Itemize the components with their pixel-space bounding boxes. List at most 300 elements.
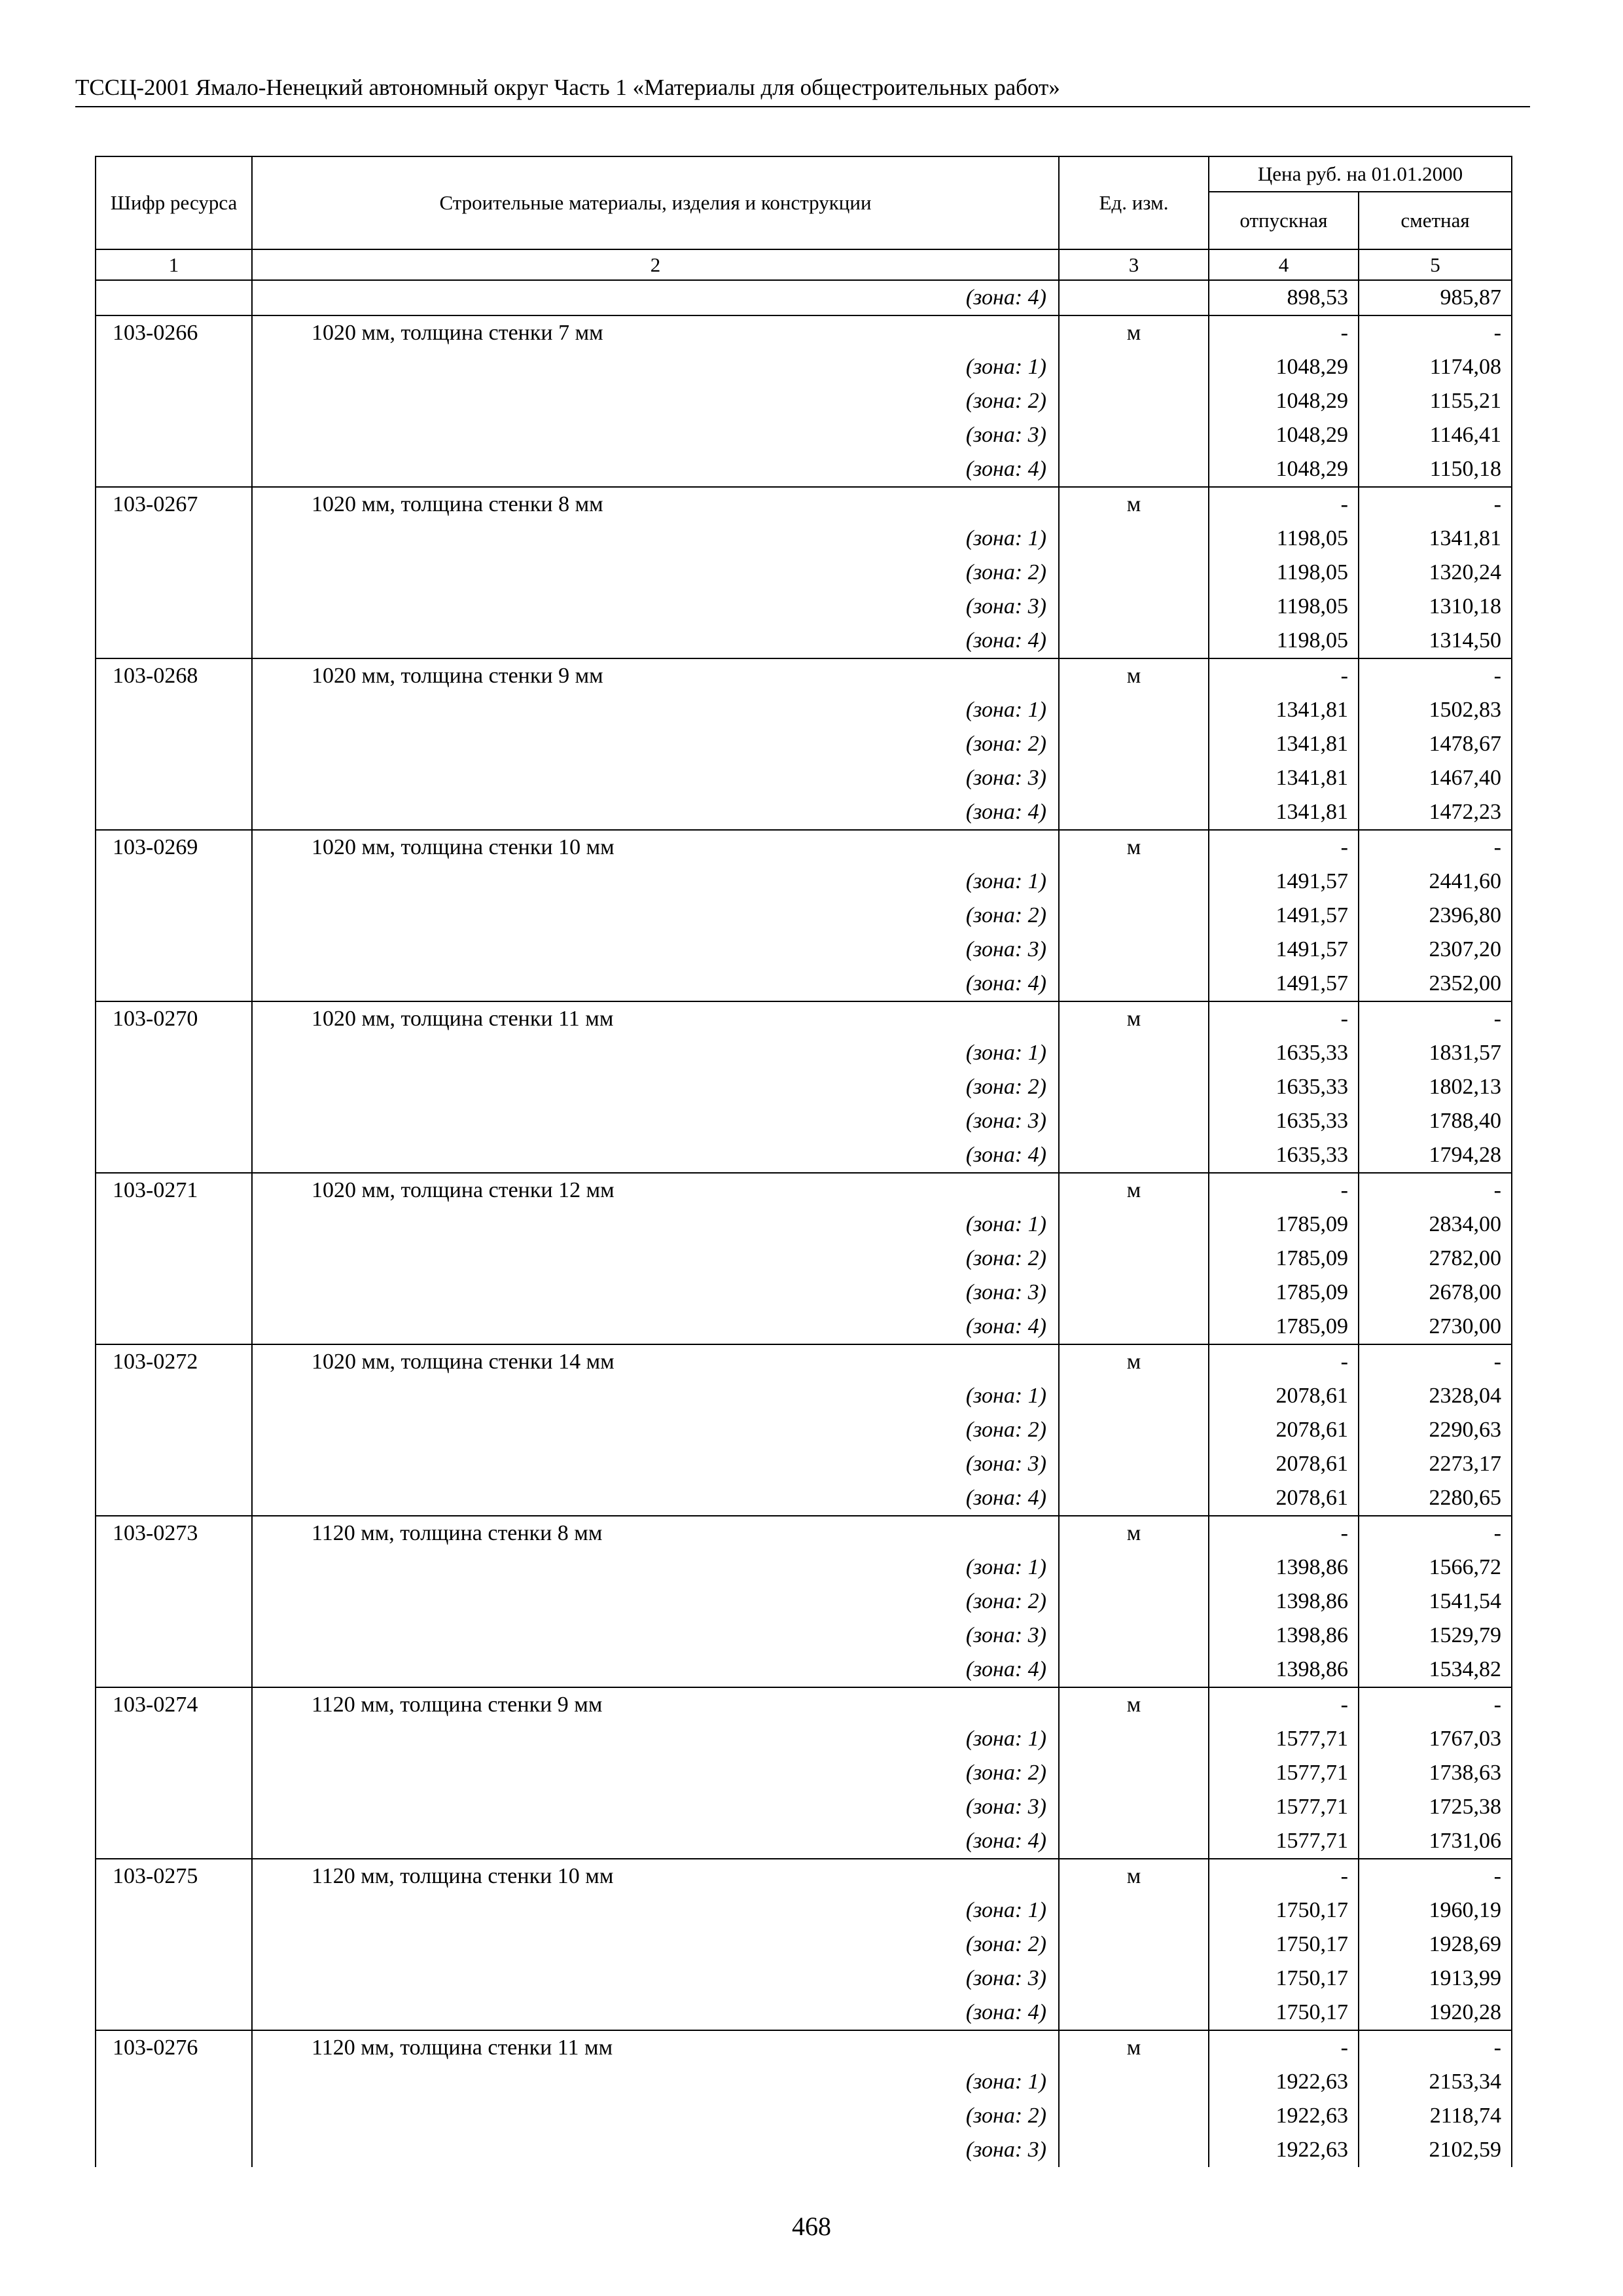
estimate-price-cell: 1566,72 (1359, 1551, 1512, 1585)
release-price-cell: - (1209, 1344, 1359, 1379)
release-price-cell: 1398,86 (1209, 1585, 1359, 1619)
zone-row (96, 1447, 1512, 1481)
release-price-cell: 1341,81 (1209, 727, 1359, 761)
column-header-estimate: сметная (1359, 192, 1512, 249)
zone-row (96, 2133, 1512, 2167)
estimate-price-cell: 1478,67 (1359, 727, 1512, 761)
code-cell (96, 1790, 252, 1824)
release-price-cell: 1922,63 (1209, 2065, 1359, 2099)
zone-row (96, 384, 1512, 418)
release-price-cell: 1048,29 (1209, 452, 1359, 487)
zone-row (96, 1379, 1512, 1413)
estimate-price-cell: 1310,18 (1359, 590, 1512, 624)
code-cell (96, 1276, 252, 1310)
zone-cell: (зона: 2) (252, 1413, 1059, 1447)
release-price-cell: 1577,71 (1209, 1824, 1359, 1859)
zone-cell: (зона: 4) (252, 1481, 1059, 1516)
estimate-price-cell: 1960,19 (1359, 1893, 1512, 1928)
column-number: 5 (1359, 249, 1512, 280)
release-price-cell: - (1209, 315, 1359, 350)
estimate-price-cell: 2678,00 (1359, 1276, 1512, 1310)
estimate-price-cell: 1831,57 (1359, 1036, 1512, 1070)
code-cell (96, 1104, 252, 1138)
release-price-cell: 2078,61 (1209, 1379, 1359, 1413)
zone-cell: (зона: 1) (252, 1722, 1059, 1756)
zone-cell: (зона: 2) (252, 556, 1059, 590)
zone-cell: (зона: 3) (252, 761, 1059, 795)
zone-row (96, 1413, 1512, 1447)
zone-row (96, 624, 1512, 658)
estimate-price-cell: 1467,40 (1359, 761, 1512, 795)
unit-cell (1059, 1893, 1209, 1928)
zone-cell: (зона: 2) (252, 2099, 1059, 2133)
unit-cell (1059, 1619, 1209, 1653)
release-price-cell: 1491,57 (1209, 967, 1359, 1001)
estimate-price-cell: 1529,79 (1359, 1619, 1512, 1653)
zone-cell: (зона: 4) (252, 1824, 1059, 1859)
table-row (96, 1001, 1512, 1036)
unit-cell (1059, 384, 1209, 418)
material-name-cell: 1020 мм, толщина стенки 10 мм (252, 830, 1059, 865)
release-price-cell: 1577,71 (1209, 1790, 1359, 1824)
column-number: 2 (252, 249, 1059, 280)
unit-cell (1059, 1208, 1209, 1242)
unit-cell (1059, 280, 1209, 315)
zone-cell: (зона: 3) (252, 2133, 1059, 2167)
zone-row (96, 1962, 1512, 1996)
zone-cell: (зона: 1) (252, 1893, 1059, 1928)
estimate-price-cell: - (1359, 2030, 1512, 2065)
release-price-cell: 1785,09 (1209, 1276, 1359, 1310)
release-price-cell: 2078,61 (1209, 1413, 1359, 1447)
estimate-price-cell: - (1359, 1173, 1512, 1208)
code-cell (96, 1928, 252, 1962)
release-price-cell: 1635,33 (1209, 1070, 1359, 1104)
release-price-cell: - (1209, 1001, 1359, 1036)
material-name-cell: 1020 мм, толщина стенки 12 мм (252, 1173, 1059, 1208)
zone-row (96, 1928, 1512, 1962)
unit-cell: м (1059, 1344, 1209, 1379)
zone-cell: (зона: 1) (252, 1379, 1059, 1413)
estimate-price-cell: 2118,74 (1359, 2099, 1512, 2133)
estimate-price-cell: 1541,54 (1359, 1585, 1512, 1619)
release-price-cell: 898,53 (1209, 280, 1359, 315)
zone-row (96, 522, 1512, 556)
code-cell (96, 2133, 252, 2167)
release-price-cell: 1922,63 (1209, 2099, 1359, 2133)
estimate-price-cell: 1802,13 (1359, 1070, 1512, 1104)
estimate-price-cell: 2280,65 (1359, 1481, 1512, 1516)
release-price-cell: 1577,71 (1209, 1722, 1359, 1756)
zone-row (96, 899, 1512, 933)
code-cell (96, 795, 252, 830)
zone-row (96, 1310, 1512, 1344)
resource-code-cell: 103-0272 (96, 1344, 252, 1379)
zone-row (96, 865, 1512, 899)
estimate-price-cell: 2273,17 (1359, 1447, 1512, 1481)
resource-code-cell: 103-0276 (96, 2030, 252, 2065)
zone-cell: (зона: 3) (252, 1962, 1059, 1996)
estimate-price-cell: 2352,00 (1359, 967, 1512, 1001)
release-price-cell: 1048,29 (1209, 384, 1359, 418)
zone-cell: (зона: 2) (252, 727, 1059, 761)
code-cell (96, 761, 252, 795)
column-number: 3 (1059, 249, 1209, 280)
zone-row (96, 418, 1512, 452)
estimate-price-cell: - (1359, 1687, 1512, 1722)
unit-cell (1059, 1551, 1209, 1585)
table-row (96, 487, 1512, 522)
release-price-cell: 1491,57 (1209, 865, 1359, 899)
code-cell (96, 2099, 252, 2133)
release-price-cell: 1398,86 (1209, 1619, 1359, 1653)
release-price-cell: 2078,61 (1209, 1447, 1359, 1481)
unit-cell (1059, 1481, 1209, 1516)
unit-cell (1059, 1756, 1209, 1790)
unit-cell (1059, 1276, 1209, 1310)
zone-row (96, 1585, 1512, 1619)
release-price-cell: 1750,17 (1209, 1928, 1359, 1962)
code-cell (96, 1722, 252, 1756)
unit-cell (1059, 899, 1209, 933)
resource-code-cell: 103-0274 (96, 1687, 252, 1722)
unit-cell (1059, 452, 1209, 487)
zone-cell: (зона: 4) (252, 624, 1059, 658)
code-cell (96, 624, 252, 658)
code-cell (96, 865, 252, 899)
zone-row (96, 1481, 1512, 1516)
unit-cell (1059, 1824, 1209, 1859)
unit-cell (1059, 1104, 1209, 1138)
unit-cell: м (1059, 1687, 1209, 1722)
unit-cell (1059, 1653, 1209, 1687)
unit-cell (1059, 590, 1209, 624)
resource-code-cell: 103-0266 (96, 315, 252, 350)
page-number: 468 (792, 2212, 831, 2241)
release-price-cell: 1750,17 (1209, 1893, 1359, 1928)
column-header-release: отпускная (1209, 192, 1359, 249)
release-price-cell: 1341,81 (1209, 795, 1359, 830)
code-cell (96, 522, 252, 556)
estimate-price-cell: - (1359, 830, 1512, 865)
zone-row (96, 1790, 1512, 1824)
estimate-price-cell: 1928,69 (1359, 1928, 1512, 1962)
zone-row (96, 1893, 1512, 1928)
estimate-price-cell: 2782,00 (1359, 1242, 1512, 1276)
unit-cell (1059, 1310, 1209, 1344)
unit-cell (1059, 1413, 1209, 1447)
zone-row (96, 556, 1512, 590)
unit-cell (1059, 624, 1209, 658)
estimate-price-cell: 1731,06 (1359, 1824, 1512, 1859)
resource-code-cell: 103-0273 (96, 1516, 252, 1551)
release-price-cell: 1048,29 (1209, 418, 1359, 452)
zone-row (96, 350, 1512, 384)
estimate-price-cell: 1155,21 (1359, 384, 1512, 418)
estimate-price-cell: 1913,99 (1359, 1962, 1512, 1996)
table-row (96, 315, 1512, 350)
unit-cell: м (1059, 2030, 1209, 2065)
estimate-price-cell: 1146,41 (1359, 418, 1512, 452)
estimate-price-cell: 1320,24 (1359, 556, 1512, 590)
code-cell (96, 2065, 252, 2099)
release-price-cell: 1635,33 (1209, 1036, 1359, 1070)
estimate-price-cell: 1314,50 (1359, 624, 1512, 658)
material-name-cell: 1020 мм, толщина стенки 14 мм (252, 1344, 1059, 1379)
unit-cell: м (1059, 487, 1209, 522)
release-price-cell: 1198,05 (1209, 624, 1359, 658)
material-name-cell: 1120 мм, толщина стенки 10 мм (252, 1859, 1059, 1893)
estimate-price-cell: 1502,83 (1359, 693, 1512, 727)
release-price-cell: 1785,09 (1209, 1242, 1359, 1276)
code-cell (96, 418, 252, 452)
estimate-price-cell: 2834,00 (1359, 1208, 1512, 1242)
resource-code-cell: 103-0268 (96, 658, 252, 693)
material-name-cell: 1020 мм, толщина стенки 9 мм (252, 658, 1059, 693)
material-name-cell: 1020 мм, толщина стенки 8 мм (252, 487, 1059, 522)
release-price-cell: 1491,57 (1209, 899, 1359, 933)
estimate-price-cell: 2153,34 (1359, 2065, 1512, 2099)
resource-code-cell: 103-0269 (96, 830, 252, 865)
zone-row (96, 1138, 1512, 1173)
code-cell (96, 1447, 252, 1481)
unit-cell (1059, 1070, 1209, 1104)
material-name-cell: 1120 мм, толщина стенки 11 мм (252, 2030, 1059, 2065)
zone-cell: (зона: 1) (252, 1208, 1059, 1242)
zone-cell: (зона: 3) (252, 1790, 1059, 1824)
estimate-price-cell: 1920,28 (1359, 1996, 1512, 2030)
estimate-price-cell: 2290,63 (1359, 1413, 1512, 1447)
zone-row (96, 795, 1512, 830)
unit-cell (1059, 418, 1209, 452)
column-header-code: Шифр ресурса (96, 156, 252, 249)
zone-cell: (зона: 4) (252, 1653, 1059, 1687)
code-cell (96, 1756, 252, 1790)
zone-cell: (зона: 4) (252, 1310, 1059, 1344)
release-price-cell: - (1209, 658, 1359, 693)
estimate-price-cell: 1341,81 (1359, 522, 1512, 556)
code-cell (96, 1653, 252, 1687)
estimate-price-cell: 2328,04 (1359, 1379, 1512, 1413)
estimate-price-cell: - (1359, 658, 1512, 693)
zone-cell: (зона: 3) (252, 1104, 1059, 1138)
unit-cell (1059, 795, 1209, 830)
zone-row (96, 590, 1512, 624)
unit-cell: м (1059, 1859, 1209, 1893)
zone-row (96, 1276, 1512, 1310)
code-cell (96, 556, 252, 590)
zone-row (96, 1242, 1512, 1276)
unit-cell (1059, 761, 1209, 795)
zone-cell: (зона: 4) (252, 1138, 1059, 1173)
zone-row (96, 727, 1512, 761)
estimate-price-cell: - (1359, 1516, 1512, 1551)
unit-cell (1059, 556, 1209, 590)
code-cell (96, 280, 252, 315)
unit-cell (1059, 1996, 1209, 2030)
estimate-price-cell: 1472,23 (1359, 795, 1512, 830)
release-price-cell: 1198,05 (1209, 590, 1359, 624)
zone-row (96, 1104, 1512, 1138)
code-cell (96, 1242, 252, 1276)
code-cell (96, 693, 252, 727)
estimate-price-cell: - (1359, 487, 1512, 522)
zone-cell: (зона: 1) (252, 1551, 1059, 1585)
zone-row (96, 2065, 1512, 2099)
zone-cell: (зона: 3) (252, 1447, 1059, 1481)
release-price-cell: 1577,71 (1209, 1756, 1359, 1790)
zone-cell: (зона: 2) (252, 1070, 1059, 1104)
release-price-cell: - (1209, 830, 1359, 865)
zone-row (96, 933, 1512, 967)
unit-cell: м (1059, 830, 1209, 865)
release-price-cell: 1341,81 (1209, 693, 1359, 727)
zone-cell: (зона: 3) (252, 1619, 1059, 1653)
estimate-price-cell: - (1359, 1859, 1512, 1893)
code-cell (96, 1551, 252, 1585)
estimate-price-cell: 2396,80 (1359, 899, 1512, 933)
unit-cell (1059, 1447, 1209, 1481)
price-table (95, 156, 1512, 2167)
code-cell (96, 1824, 252, 1859)
code-cell (96, 1070, 252, 1104)
table-row (96, 658, 1512, 693)
release-price-cell: 1635,33 (1209, 1138, 1359, 1173)
zone-row (96, 1070, 1512, 1104)
zone-row (96, 1996, 1512, 2030)
estimate-price-cell: 2102,59 (1359, 2133, 1512, 2167)
release-price-cell: 1750,17 (1209, 1996, 1359, 2030)
zone-cell: (зона: 4) (252, 1996, 1059, 2030)
zone-row (96, 1208, 1512, 1242)
zone-cell: (зона: 3) (252, 418, 1059, 452)
zone-cell: (зона: 2) (252, 1585, 1059, 1619)
unit-cell (1059, 1928, 1209, 1962)
unit-cell (1059, 865, 1209, 899)
estimate-price-cell: 1767,03 (1359, 1722, 1512, 1756)
zone-row (96, 1756, 1512, 1790)
code-cell (96, 967, 252, 1001)
column-header-name: Строительные материалы, изделия и конструкции (252, 156, 1059, 249)
zone-cell: (зона: 2) (252, 384, 1059, 418)
release-price-cell: - (1209, 1516, 1359, 1551)
estimate-price-cell: 985,87 (1359, 280, 1512, 315)
estimate-price-cell: - (1359, 315, 1512, 350)
zone-cell: (зона: 1) (252, 350, 1059, 384)
release-price-cell: 1341,81 (1209, 761, 1359, 795)
zone-cell: (зона: 3) (252, 933, 1059, 967)
unit-cell: м (1059, 1001, 1209, 1036)
code-cell (96, 1138, 252, 1173)
zone-row (96, 1722, 1512, 1756)
material-name-cell: 1020 мм, толщина стенки 11 мм (252, 1001, 1059, 1036)
zone-cell: (зона: 1) (252, 865, 1059, 899)
table-row (96, 1859, 1512, 1893)
estimate-price-cell: 1738,63 (1359, 1756, 1512, 1790)
unit-cell (1059, 522, 1209, 556)
zone-row (96, 693, 1512, 727)
unit-cell (1059, 350, 1209, 384)
zone-cell: (зона: 3) (252, 590, 1059, 624)
release-price-cell: 1398,86 (1209, 1551, 1359, 1585)
code-cell (96, 590, 252, 624)
zone-cell: (зона: 1) (252, 1036, 1059, 1070)
estimate-price-cell: - (1359, 1001, 1512, 1036)
table-body (96, 280, 1512, 2167)
zone-cell: (зона: 3) (252, 1276, 1059, 1310)
release-price-cell: - (1209, 1173, 1359, 1208)
code-cell (96, 1208, 252, 1242)
release-price-cell: - (1209, 2030, 1359, 2065)
estimate-price-cell: 2441,60 (1359, 865, 1512, 899)
unit-cell (1059, 1790, 1209, 1824)
table-row (96, 1173, 1512, 1208)
zone-cell: (зона: 4) (252, 795, 1059, 830)
unit-cell (1059, 1962, 1209, 1996)
table-row (96, 1687, 1512, 1722)
unit-cell (1059, 693, 1209, 727)
unit-cell (1059, 933, 1209, 967)
code-cell (96, 1996, 252, 2030)
column-number: 1 (96, 249, 252, 280)
release-price-cell: 1198,05 (1209, 556, 1359, 590)
zone-cell: (зона: 2) (252, 1756, 1059, 1790)
resource-code-cell: 103-0271 (96, 1173, 252, 1208)
estimate-price-cell: 1150,18 (1359, 452, 1512, 487)
release-price-cell: - (1209, 1859, 1359, 1893)
release-price-cell: 1635,33 (1209, 1104, 1359, 1138)
release-price-cell: 1398,86 (1209, 1653, 1359, 1687)
code-cell (96, 452, 252, 487)
material-name-cell: 1120 мм, толщина стенки 8 мм (252, 1516, 1059, 1551)
release-price-cell: 1922,63 (1209, 2133, 1359, 2167)
zone-cell: (зона: 2) (252, 899, 1059, 933)
release-price-cell: 1750,17 (1209, 1962, 1359, 1996)
zone-row (96, 1551, 1512, 1585)
unit-cell: м (1059, 658, 1209, 693)
estimate-price-cell: 1725,38 (1359, 1790, 1512, 1824)
column-header-unit: Ед. изм. (1059, 156, 1209, 249)
release-price-cell: 1785,09 (1209, 1208, 1359, 1242)
zone-cell: (зона: 4) (252, 967, 1059, 1001)
zone-cell: (зона: 4) (252, 452, 1059, 487)
unit-cell (1059, 1585, 1209, 1619)
unit-cell: м (1059, 1516, 1209, 1551)
estimate-price-cell: 1534,82 (1359, 1653, 1512, 1687)
code-cell (96, 899, 252, 933)
zone-row (96, 1619, 1512, 1653)
estimate-price-cell: 2307,20 (1359, 933, 1512, 967)
document-header: ТССЦ-2001 Ямало-Ненецкий автономный округ Часть 1 «Материалы для общестроительных работ» (75, 75, 1060, 100)
code-cell (96, 1481, 252, 1516)
unit-cell (1059, 1722, 1209, 1756)
code-cell (96, 1036, 252, 1070)
code-cell (96, 350, 252, 384)
release-price-cell: 2078,61 (1209, 1481, 1359, 1516)
estimate-price-cell: 1788,40 (1359, 1104, 1512, 1138)
unit-cell: м (1059, 1173, 1209, 1208)
code-cell (96, 727, 252, 761)
material-name-cell: 1020 мм, толщина стенки 7 мм (252, 315, 1059, 350)
zone-row (96, 1036, 1512, 1070)
unit-cell: м (1059, 315, 1209, 350)
zone-row (96, 1653, 1512, 1687)
table-row (96, 1516, 1512, 1551)
code-cell (96, 1619, 252, 1653)
zone-row (96, 452, 1512, 487)
resource-code-cell: 103-0270 (96, 1001, 252, 1036)
unit-cell (1059, 1379, 1209, 1413)
